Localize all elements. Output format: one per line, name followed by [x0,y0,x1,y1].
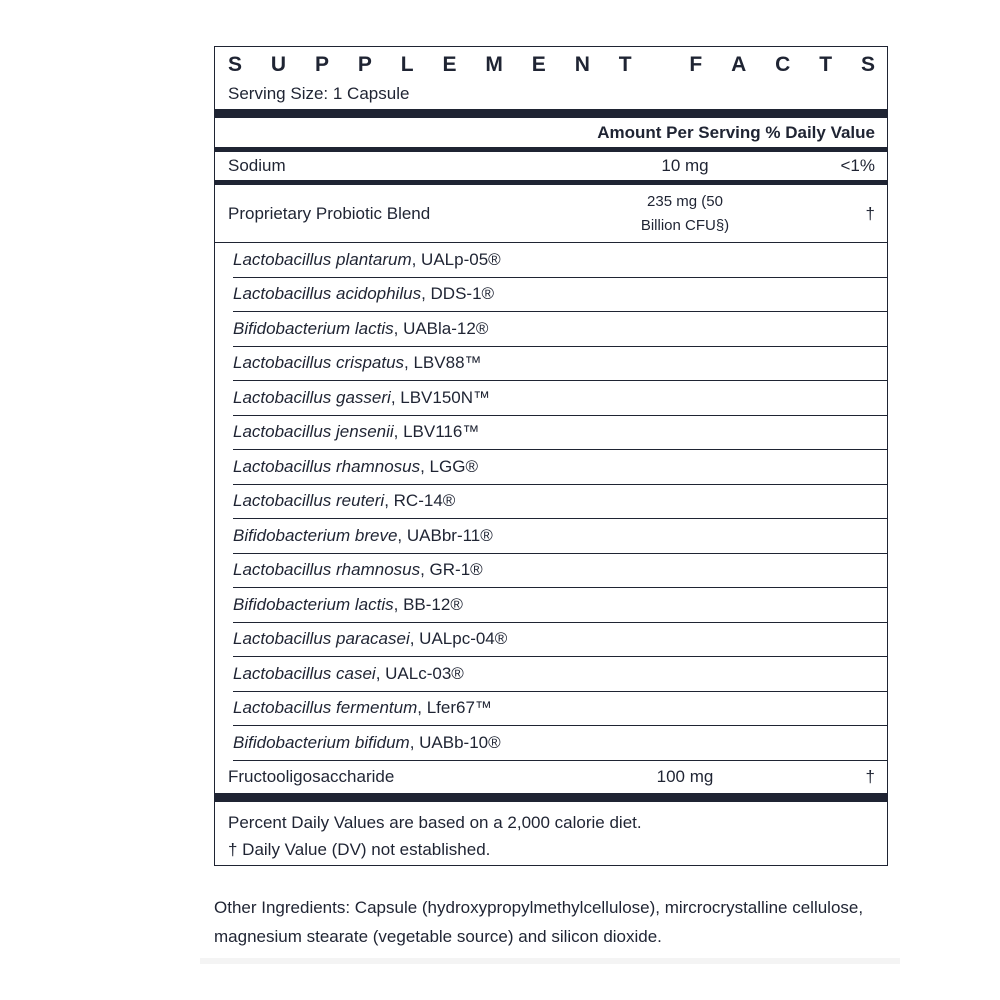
strain-code: , LBV88™ [404,353,482,373]
strain-species: Lactobacillus acidophilus [233,284,422,304]
strain-code: , Lfer67™ [417,698,492,718]
strain-species: Lactobacillus fermentum [233,698,418,718]
strain-name [233,284,887,304]
strain-name [233,629,887,649]
strain-species: Bifidobacterium lactis [233,318,394,338]
strain-row [233,519,887,554]
strain-code: , UABb-10® [409,732,501,752]
other-ingredients: Other Ingredients: Capsule (hydroxypropylmethylcellulose), mircrocrystalline cellulose, magnesium stearate (vegetable source) and silicon dioxide. [214,898,864,946]
strain-row [233,312,887,347]
strain-row [233,278,887,313]
amount-line-2: Billion CFU§) [640,216,730,234]
nutrient-amount: 100 mg [656,766,714,786]
strain-code: , GR-1® [420,560,483,580]
strain-species: Lactobacillus reuteri [233,491,385,511]
thick-divider [215,793,887,802]
title-letter: S [860,53,875,76]
strain-row [233,692,887,727]
strain-name [233,319,887,339]
title-letter: A [731,53,747,76]
nutrient-row-sodium [215,152,887,180]
strain-species: Bifidobacterium breve [233,525,398,545]
supplement-facts-panel [214,46,888,866]
nutrient-daily-value: <1% [840,156,875,175]
title-letter: M [485,53,503,76]
title-letter: P [357,53,372,76]
strain-row [233,657,887,692]
strain-name [233,664,887,684]
footnote-dv-not-established: † Daily Value (DV) not established. [228,839,491,859]
strain-species: Lactobacillus casei [233,663,376,683]
strain-code: , LGG® [420,456,478,476]
strain-code: , UALc-03® [375,663,464,683]
serving-size: Serving Size: 1 Capsule [228,84,410,103]
strain-code: , DDS-1® [421,284,495,304]
strain-species: Bifidobacterium bifidum [233,732,410,752]
title-letter: E [531,53,546,76]
strain-row [233,243,887,278]
title-letter: E [442,53,457,76]
strain-name [233,698,887,718]
strain-row [233,588,887,623]
bottom-fade [200,958,900,964]
column-header: Amount Per Serving % Daily Value [597,122,875,142]
strain-name [233,595,887,615]
strain-row [233,381,887,416]
strain-species: Bifidobacterium lactis [233,594,394,614]
strain-code: , UABla-12® [393,318,489,338]
nutrient-row-probiotic-blend [215,185,887,243]
strain-species: Lactobacillus jensenii [233,422,394,442]
strain-species: Lactobacillus plantarum [233,249,412,269]
title-letter: N [574,53,590,76]
strain-row [233,416,887,451]
strain-species: Lactobacillus rhamnosus [233,456,421,476]
nutrient-name: Proprietary Probiotic Blend [228,203,431,223]
strain-name [233,388,887,408]
strain-code: , BB-12® [393,594,463,614]
title-letter: F [689,53,703,76]
nutrient-daily-value: † [865,766,875,786]
footnotes [215,802,887,865]
title-letter: L [400,53,414,76]
strain-species: Lactobacillus crispatus [233,353,405,373]
strain-name [233,491,887,511]
strain-code: , RC-14® [384,491,456,511]
strain-code: , UALp-05® [411,249,501,269]
nutrient-amount: 10 mg [661,156,709,175]
strain-row [233,347,887,382]
nutrient-name: Sodium [228,156,286,175]
strain-species: Lactobacillus gasseri [233,387,391,407]
amount-line-1: 235 mg (50 [647,192,723,210]
strain-code: , UABbr-11® [397,525,493,545]
title-letter: T [618,53,632,76]
thick-divider [215,109,887,118]
strain-code: , LBV116™ [393,422,480,442]
strain-name [233,250,887,270]
strain-name [233,526,887,546]
nutrient-row-fos [215,761,887,793]
nutrient-daily-value: † [865,203,875,223]
nutrient-name: Fructooligosaccharide [228,766,395,786]
footnote-daily-values: Percent Daily Values are based on a 2,000 calorie diet. [228,812,642,832]
strain-name [233,422,887,442]
title-letter: U [270,53,287,76]
strain-row [233,554,887,589]
strain-name [233,733,887,753]
title-letter: S [228,53,243,76]
strain-row [233,450,887,485]
strain-row [233,485,887,520]
panel-title [215,47,887,83]
nutrient-amount [605,190,765,238]
strain-name [233,353,887,373]
strain-name [233,457,887,477]
strain-code: , LBV150N™ [390,387,491,407]
title-letter: T [819,53,833,76]
strain-row [233,623,887,658]
strain-name [233,560,887,580]
strain-species: Lactobacillus paracasei [233,629,410,649]
title-letter: P [314,53,329,76]
title-letter: C [775,53,791,76]
strain-code: , UALpc-04® [409,629,508,649]
strain-list [215,243,887,761]
strain-species: Lactobacillus rhamnosus [233,560,421,580]
strain-row [233,726,887,761]
